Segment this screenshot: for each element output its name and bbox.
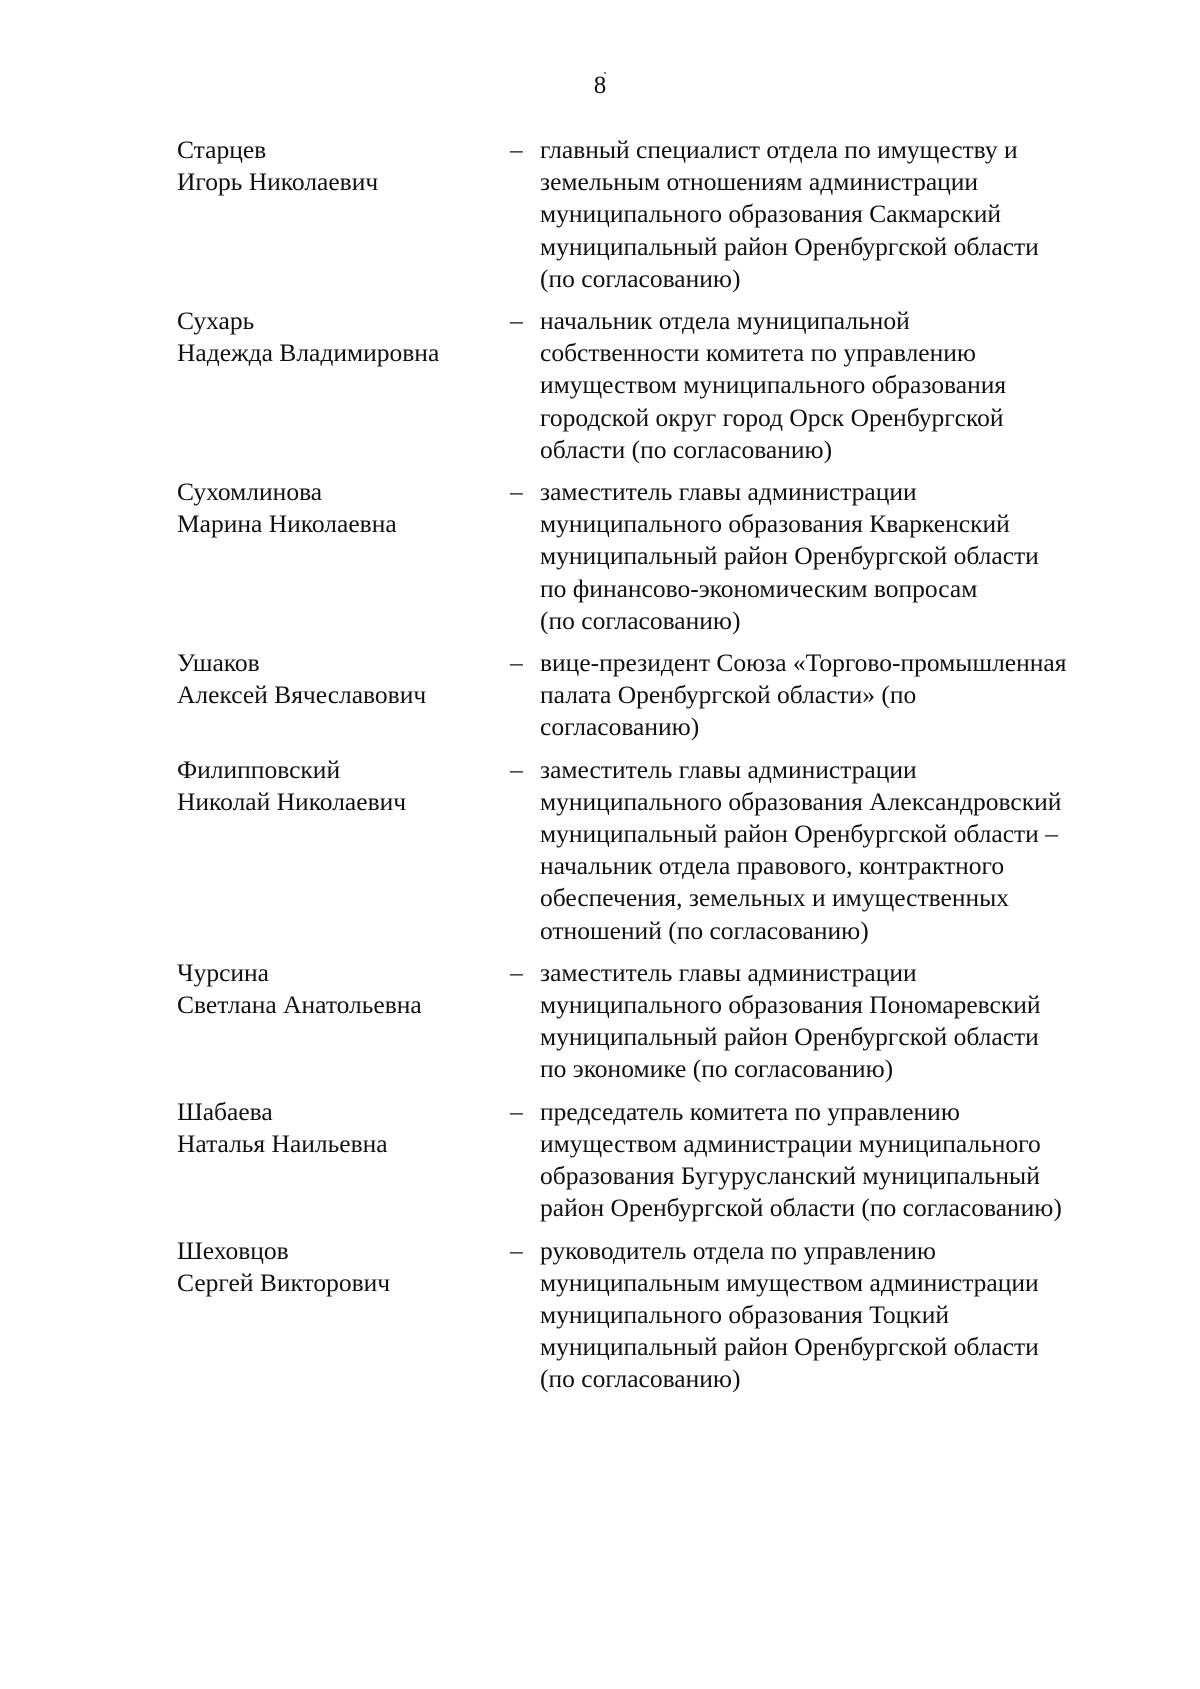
position-line: муниципальный район Оренбургской области xyxy=(540,541,1039,571)
position-line: главный специалист отдела по имуществу и xyxy=(540,135,1018,164)
position-line: муниципальным имуществом администрации xyxy=(540,1267,1039,1297)
position-line: начальник отдела муниципальной xyxy=(540,306,910,336)
position-line: (по согласованию) xyxy=(540,1364,741,1394)
position-line: области (по согласованию) xyxy=(540,434,833,464)
position-line: муниципальный район Оренбургской области xyxy=(540,231,1039,261)
member-surname: Чурсина xyxy=(177,957,270,987)
member-position xyxy=(540,1235,1137,1396)
member-list xyxy=(177,134,1137,1394)
member-given-name: Сергей Викторович xyxy=(177,1267,391,1297)
position-line: вице-президент Союза «Торгово-промышленная xyxy=(540,648,1067,678)
page-number: 8 xyxy=(593,72,607,99)
member-position xyxy=(540,647,1137,744)
position-line: председатель комитета по управлению xyxy=(540,1096,960,1126)
member-given-name: Наталья Наильевна xyxy=(177,1128,388,1158)
member-given-name: Марина Николаевна xyxy=(177,509,397,539)
position-line: муниципального образования Тоцкий xyxy=(540,1299,949,1329)
member-name xyxy=(177,134,510,295)
position-line: (по согласованию) xyxy=(540,605,741,635)
position-line: муниципального образования Александровский xyxy=(540,786,1062,816)
position-line: заместитель главы администрации xyxy=(540,754,917,784)
position-line: палата Оренбургской области» (по xyxy=(540,680,917,710)
member-surname: Сухарь xyxy=(177,306,255,336)
position-line: муниципальный район Оренбургской области – xyxy=(540,819,1058,849)
position-line: муниципального образования Пономаревский xyxy=(540,990,1041,1020)
member-surname: Филипповский xyxy=(177,754,341,784)
position-line: муниципального образования Кваркенский xyxy=(540,509,1010,539)
member-name xyxy=(177,1096,510,1225)
member-given-name: Светлана Анатольевна xyxy=(177,990,422,1020)
position-line: земельным отношениям администрации xyxy=(540,167,979,197)
position-line: заместитель главы администрации xyxy=(540,477,917,507)
position-line: муниципальный район Оренбургской области xyxy=(540,1332,1039,1362)
position-line: отношений (по согласованию) xyxy=(540,915,869,945)
position-line: по финансово-экономическим вопросам xyxy=(540,573,978,603)
member-name xyxy=(177,957,510,1086)
position-line: муниципальный район Оренбургской области xyxy=(540,1022,1039,1052)
member-entry xyxy=(177,957,1137,1086)
member-entry xyxy=(177,647,1137,744)
position-line: образования Бугурусланский муниципальный xyxy=(540,1161,1040,1191)
member-surname: Старцев xyxy=(177,135,267,164)
member-position xyxy=(540,305,1137,466)
member-entry xyxy=(177,305,1137,466)
position-line: имуществом муниципального образования xyxy=(540,370,1007,400)
member-surname: Сухомлинова xyxy=(177,477,323,507)
member-name xyxy=(177,476,510,637)
member-dash: – xyxy=(510,1096,523,1126)
member-position xyxy=(540,134,1137,295)
position-line: имуществом администрации муниципального xyxy=(540,1128,1041,1158)
position-line: городской округ город Орск Оренбургской xyxy=(540,402,1004,432)
member-surname: Шабаева xyxy=(177,1096,273,1126)
position-line: согласованию) xyxy=(540,712,700,742)
member-surname: Ушаков xyxy=(177,648,260,678)
position-line: начальник отдела правового, контрактного xyxy=(540,851,1005,881)
member-entry xyxy=(177,754,1137,947)
member-entry xyxy=(177,134,1137,295)
member-position xyxy=(540,754,1137,947)
member-given-name: Надежда Владимировна xyxy=(177,338,440,368)
position-line: по экономике (по согласованию) xyxy=(540,1054,894,1084)
member-dash: – xyxy=(510,1235,523,1265)
position-line: руководитель отдела по управлению xyxy=(540,1235,936,1265)
member-dash: – xyxy=(510,648,523,678)
member-position xyxy=(540,476,1137,637)
member-dash: – xyxy=(510,306,523,336)
member-position xyxy=(540,957,1137,1086)
position-line: муниципального образования Сакмарский xyxy=(540,199,1001,229)
member-entry xyxy=(177,1096,1137,1225)
member-surname: Шеховцов xyxy=(177,1235,289,1265)
position-line: (по согласованию) xyxy=(540,263,741,293)
member-name xyxy=(177,754,510,947)
member-given-name: Николай Николаевич xyxy=(177,786,407,816)
member-dash: – xyxy=(510,754,523,784)
member-dash: – xyxy=(510,477,523,507)
member-dash: – xyxy=(510,135,523,164)
position-line: заместитель главы администрации xyxy=(540,957,917,987)
position-line: обеспечения, земельных и имущественных xyxy=(540,883,1009,913)
member-position xyxy=(540,1096,1137,1225)
position-line: район Оренбургской области (по согласованию) xyxy=(540,1193,1062,1223)
member-given-name: Алексей Вячеславович xyxy=(177,680,427,710)
position-line: собственности комитета по управлению xyxy=(540,338,976,368)
member-given-name: Игорь Николаевич xyxy=(177,167,379,197)
member-name xyxy=(177,305,510,466)
member-name xyxy=(177,647,510,744)
member-dash: – xyxy=(510,957,523,987)
member-entry xyxy=(177,476,1137,637)
member-entry xyxy=(177,1235,1137,1396)
member-name xyxy=(177,1235,510,1396)
